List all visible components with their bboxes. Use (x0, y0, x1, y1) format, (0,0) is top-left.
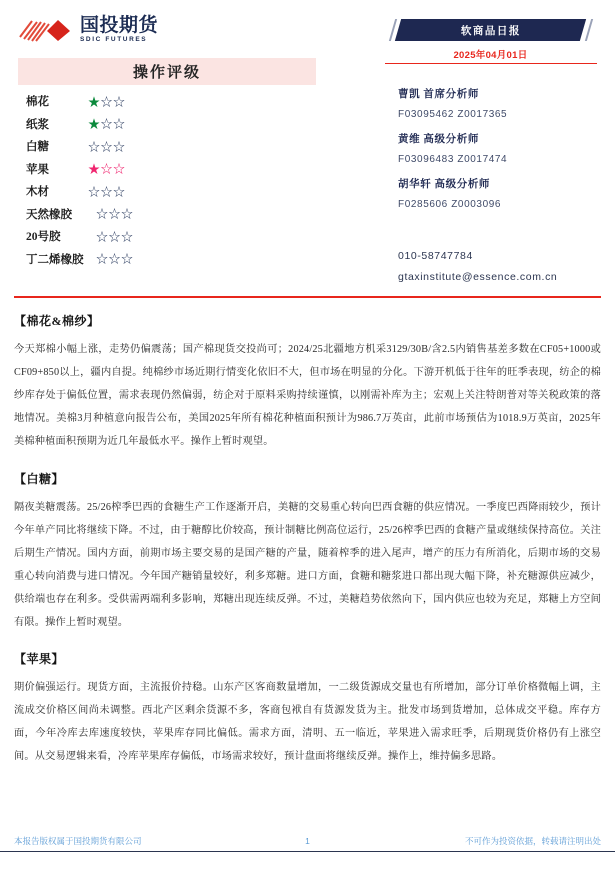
rating-row (26, 90, 316, 113)
rating-commodity-name: 棉花 (26, 96, 49, 109)
rating-stars: ☆☆☆ (96, 252, 134, 267)
rating-stars: ☆☆☆ (96, 207, 134, 222)
rating-commodity-name: 纸浆 (26, 118, 49, 131)
sdic-diamond-logo-icon (18, 17, 74, 43)
rating-commodity-name: 白糖 (26, 141, 49, 154)
rating-panel-title-text: 操作评级 (132, 65, 201, 81)
section-body-text: 隔夜美糖震荡。25/26榨季巴西的食糖生产工作逐渐开启，美糖的交易重心转向巴西食糖的供应情况。一季度巴西降雨较少，预计今年单产同比将继续下降。不过，由于糖醇比价较高，预计制糖比例高位运行，25/26榨季巴西的食糖产量或继续保持高位。关注后期生产情况。国内方面，前期市场主要交易的是国产糖的产量，随着榨季的进入尾声，增产的压力有所消化，后期市场的交易重心转向消费与进口情况。今年国产糖销量较好，利多郑糖。进口方面，食糖和糖浆进口都出现大幅下降，补充糖源供应减少，供给端也存在利多。受供需两端利多影响，郑糖出现连续反弹。不过，美糖趋势依然向下，国内供应也较为充足，郑糖上方空间有限。操作上暂时观望。 (14, 501, 601, 628)
analyst-license-code: F03095462 Z0017365 (398, 109, 508, 120)
rating-commodity-name: 20号胶 (26, 231, 61, 244)
rating-commodity-name: 木材 (26, 186, 49, 199)
rating-row (26, 158, 316, 181)
report-footer (0, 836, 615, 846)
header-divider (14, 296, 601, 298)
rating-row (26, 225, 316, 248)
analyst-license-code: F0285606 Z0003096 (398, 199, 502, 210)
rating-stars: ★☆☆ (88, 94, 126, 109)
company-logo (18, 16, 158, 44)
rating-stars: ☆☆☆ (88, 184, 126, 199)
rating-row (26, 203, 316, 226)
footer-divider (0, 851, 615, 852)
section-title: 【白糖】 (14, 471, 65, 486)
rating-stars: ★☆☆ (88, 117, 126, 132)
logo-cn-text: 国投期货 (80, 15, 159, 36)
report-section (14, 470, 601, 635)
analyst-name: 胡华轩 高级分析师 (398, 179, 491, 190)
rating-row (26, 135, 316, 158)
footer-disclaimer: 不可作为投资依据，转载请注明出处 (464, 836, 601, 846)
analyst-list (398, 86, 603, 221)
analyst-name: 黄维 高级分析师 (398, 134, 479, 145)
banner-right-tick (585, 19, 593, 41)
rating-panel-title (18, 58, 316, 85)
report-section (14, 312, 601, 454)
analyst-license-code: F03096483 Z0017474 (398, 154, 508, 165)
report-content (14, 312, 601, 785)
report-date: 2025年04月01日 (453, 50, 528, 61)
contact-phone: 010-58747784 (398, 250, 473, 262)
footer-copyright: 本报告版权属于国投期货有限公司 (14, 836, 142, 846)
contact-email[interactable]: gtaxinstitute@essence.com.cn (398, 271, 558, 283)
logo-wordmark (80, 16, 158, 44)
rating-stars: ☆☆☆ (88, 139, 126, 154)
rating-stars: ★☆☆ (88, 162, 126, 177)
contact-block (398, 250, 603, 292)
section-title: 【苹果】 (14, 652, 65, 667)
section-body-text: 期价偏强运行。现货方面，主流报价持稳。山东产区客商数量增加，一二级货源成交量也有所增加，部分订单价格微幅上调，主流成交价格区间尚未调整。西北产区剩余货源不多，客商包袱自有货源发货为主。批发市场到货增加，总体成交平稳。库存方面，今年冷库去库速度较快，苹果库存同比偏低。需求方面，清明、五一临近，苹果进入需求旺季，后期现货价格仍有上涨空间。从交易逻辑来看，冷库苹果库存偏低，市场需求较好，预计盘面将继续反弹。操作上，维持偏多思路。 (14, 682, 601, 763)
logo-en-text: SDIC FUTURES (80, 36, 148, 43)
section-title: 【棉花&棉纱】 (14, 314, 100, 328)
report-section (14, 650, 601, 769)
rating-row (26, 113, 316, 136)
rating-commodity-name: 苹果 (26, 163, 49, 176)
report-header (0, 0, 615, 290)
rating-row (26, 180, 316, 203)
date-divider (385, 63, 597, 64)
analyst-name: 曹凯 首席分析师 (398, 89, 479, 100)
section-body-text: 今天郑棉小幅上涨，走势仍偏震荡；国产棉现货交投尚可；2024/25北疆地方机采3129/30B/含2.5内销售基差多数在CF05+1000或CF09+850以上，疆内自提。纯棉纱市场近期行情变化依旧不大，但市场在明显的分化。下游开机低于往年的旺季表现，纺企的棉纱库存处于偏低位置，需求表现仍然偏弱，纺企对于原料采购持续谨慎，以刚需补库为主；宏观上关注特朗普对等关税政策的落地情况。美棉3月种植意向报告公布，美国2025年所有棉花种植面积预计为986.7万英亩，此前市场预估为1018.9万英亩，2025年美棉种植面积预期为近几年最低水平。操作上暂时观望。 (14, 344, 601, 447)
rating-stars: ☆☆☆ (96, 229, 134, 244)
rating-commodity-name: 丁二烯橡胶 (26, 253, 84, 266)
rating-row (26, 248, 316, 271)
report-type-banner (395, 19, 586, 41)
footer-page-number: 1 (305, 836, 310, 846)
rating-list (26, 90, 316, 270)
rating-commodity-name: 天然橡胶 (26, 208, 72, 221)
report-type-label: 软商品日报 (460, 25, 521, 37)
